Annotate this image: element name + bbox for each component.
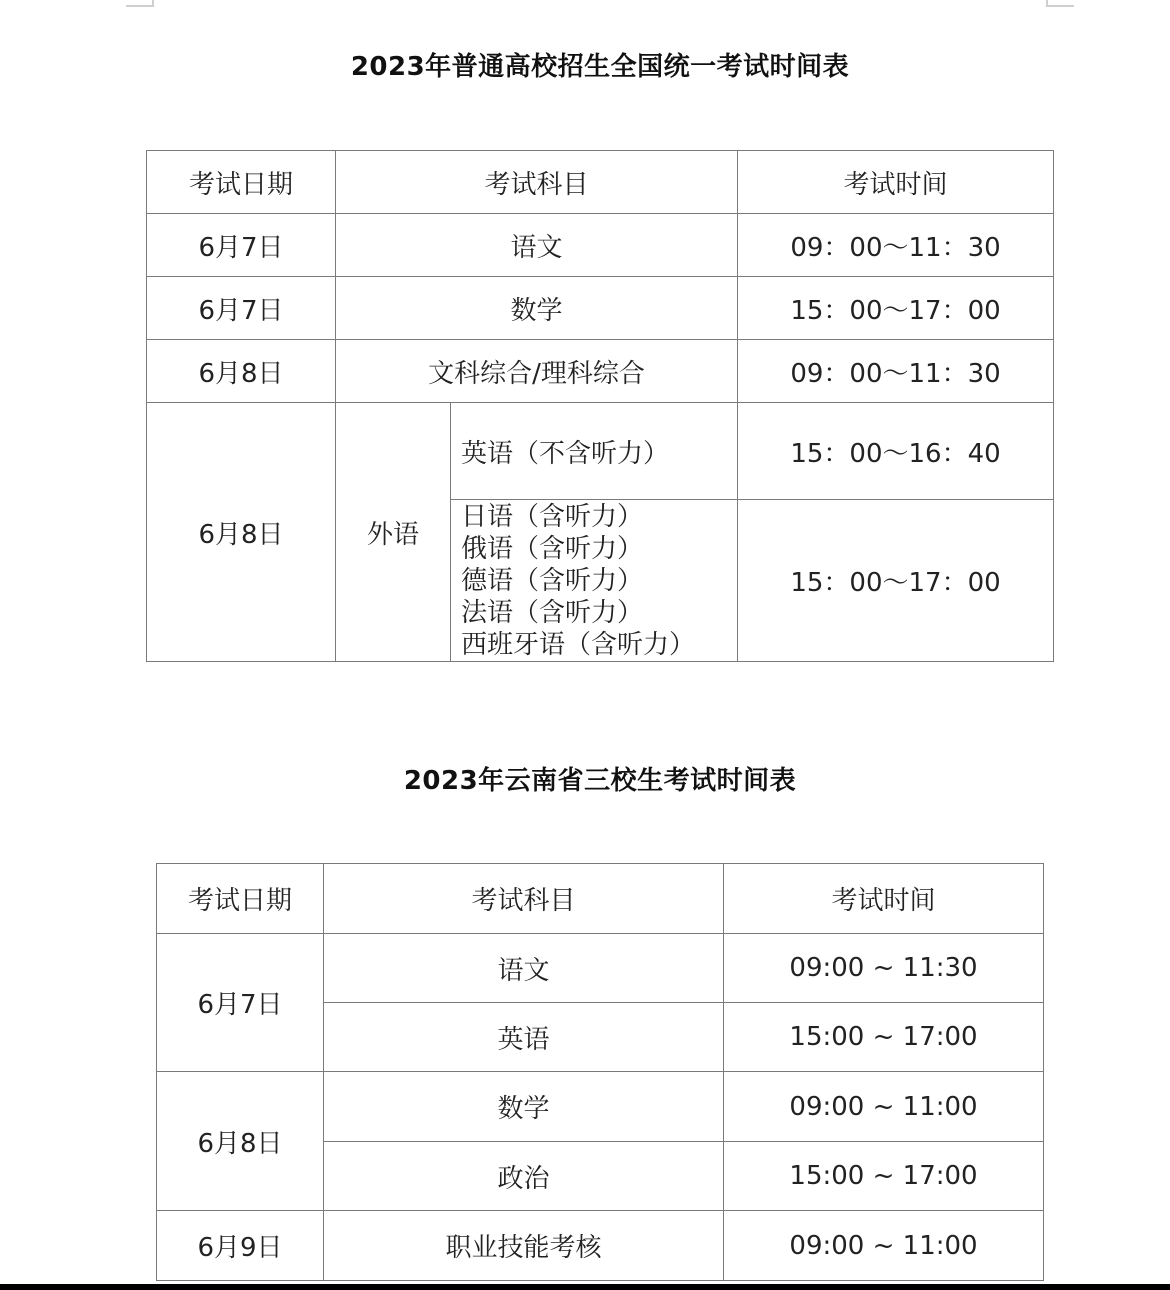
table-row [147, 403, 1054, 500]
national-exam-schedule-table [146, 150, 1054, 662]
national-exam-title: 2023年普通高校招生全国统一考试时间表 [350, 52, 850, 82]
subject-cell: 数学 [336, 277, 738, 340]
foreign-language-group-cell: 外语 [336, 403, 451, 662]
date-cell: 6月7日 [157, 934, 324, 1072]
table-row [157, 1211, 1044, 1281]
subject-cell: 职业技能考核 [324, 1211, 724, 1281]
date-cell: 6月8日 [147, 340, 336, 403]
header-subject: 考试科目 [324, 864, 724, 934]
table-row [147, 214, 1054, 277]
subject-cell: 文科综合/理科综合 [336, 340, 738, 403]
header-time: 考试时间 [738, 151, 1054, 214]
subject-cell: 英语 [324, 1003, 724, 1072]
subject-cell: 语文 [336, 214, 738, 277]
table-header-row [157, 864, 1044, 934]
header-subject: 考试科目 [336, 151, 738, 214]
page-corner-mark-right [1046, 0, 1074, 7]
time-cell: 09:00 ~ 11:00 [724, 1072, 1044, 1142]
time-cell: 15:00 ~ 17:00 [724, 1003, 1044, 1072]
subject-cell: 数学 [324, 1072, 724, 1142]
language-item: 西班牙语（含听力） [461, 629, 696, 660]
time-cell: 15：00～17：00 [738, 500, 1054, 662]
language-item: 俄语（含听力） [461, 533, 644, 564]
time-cell: 09:00 ~ 11:30 [724, 934, 1044, 1003]
date-cell: 6月8日 [157, 1072, 324, 1211]
date-cell: 6月8日 [147, 403, 336, 662]
header-date: 考试日期 [157, 864, 324, 934]
time-cell: 09:00 ~ 11:00 [724, 1211, 1044, 1281]
table-header-row [147, 151, 1054, 214]
table-row [157, 934, 1044, 1003]
language-item: 德语（含听力） [461, 565, 644, 596]
table-row [147, 277, 1054, 340]
time-cell: 15：00～17：00 [738, 277, 1054, 340]
date-cell: 6月7日 [147, 277, 336, 340]
time-cell: 15:00 ~ 17:00 [724, 1142, 1044, 1211]
table-row [147, 340, 1054, 403]
language-item: 日语（含听力） [461, 501, 644, 532]
table-row [157, 1072, 1044, 1142]
yunnan-exam-schedule-table [156, 863, 1044, 1281]
time-cell: 15：00～16：40 [738, 403, 1054, 500]
header-date: 考试日期 [147, 151, 336, 214]
subject-cell-english: 英语（不含听力） [451, 403, 738, 500]
yunnan-exam-title: 2023年云南省三校生考试时间表 [403, 766, 797, 796]
header-time: 考试时间 [724, 864, 1044, 934]
bottom-edge-bar [0, 1284, 1170, 1290]
subject-cell-other-languages [451, 500, 738, 662]
date-cell: 6月7日 [147, 214, 336, 277]
time-cell: 09：00～11：30 [738, 214, 1054, 277]
subject-cell: 政治 [324, 1142, 724, 1211]
time-cell: 09：00～11：30 [738, 340, 1054, 403]
date-cell: 6月9日 [157, 1211, 324, 1281]
subject-cell: 语文 [324, 934, 724, 1003]
language-item: 法语（含听力） [461, 597, 644, 628]
page-corner-mark-left [126, 0, 154, 7]
